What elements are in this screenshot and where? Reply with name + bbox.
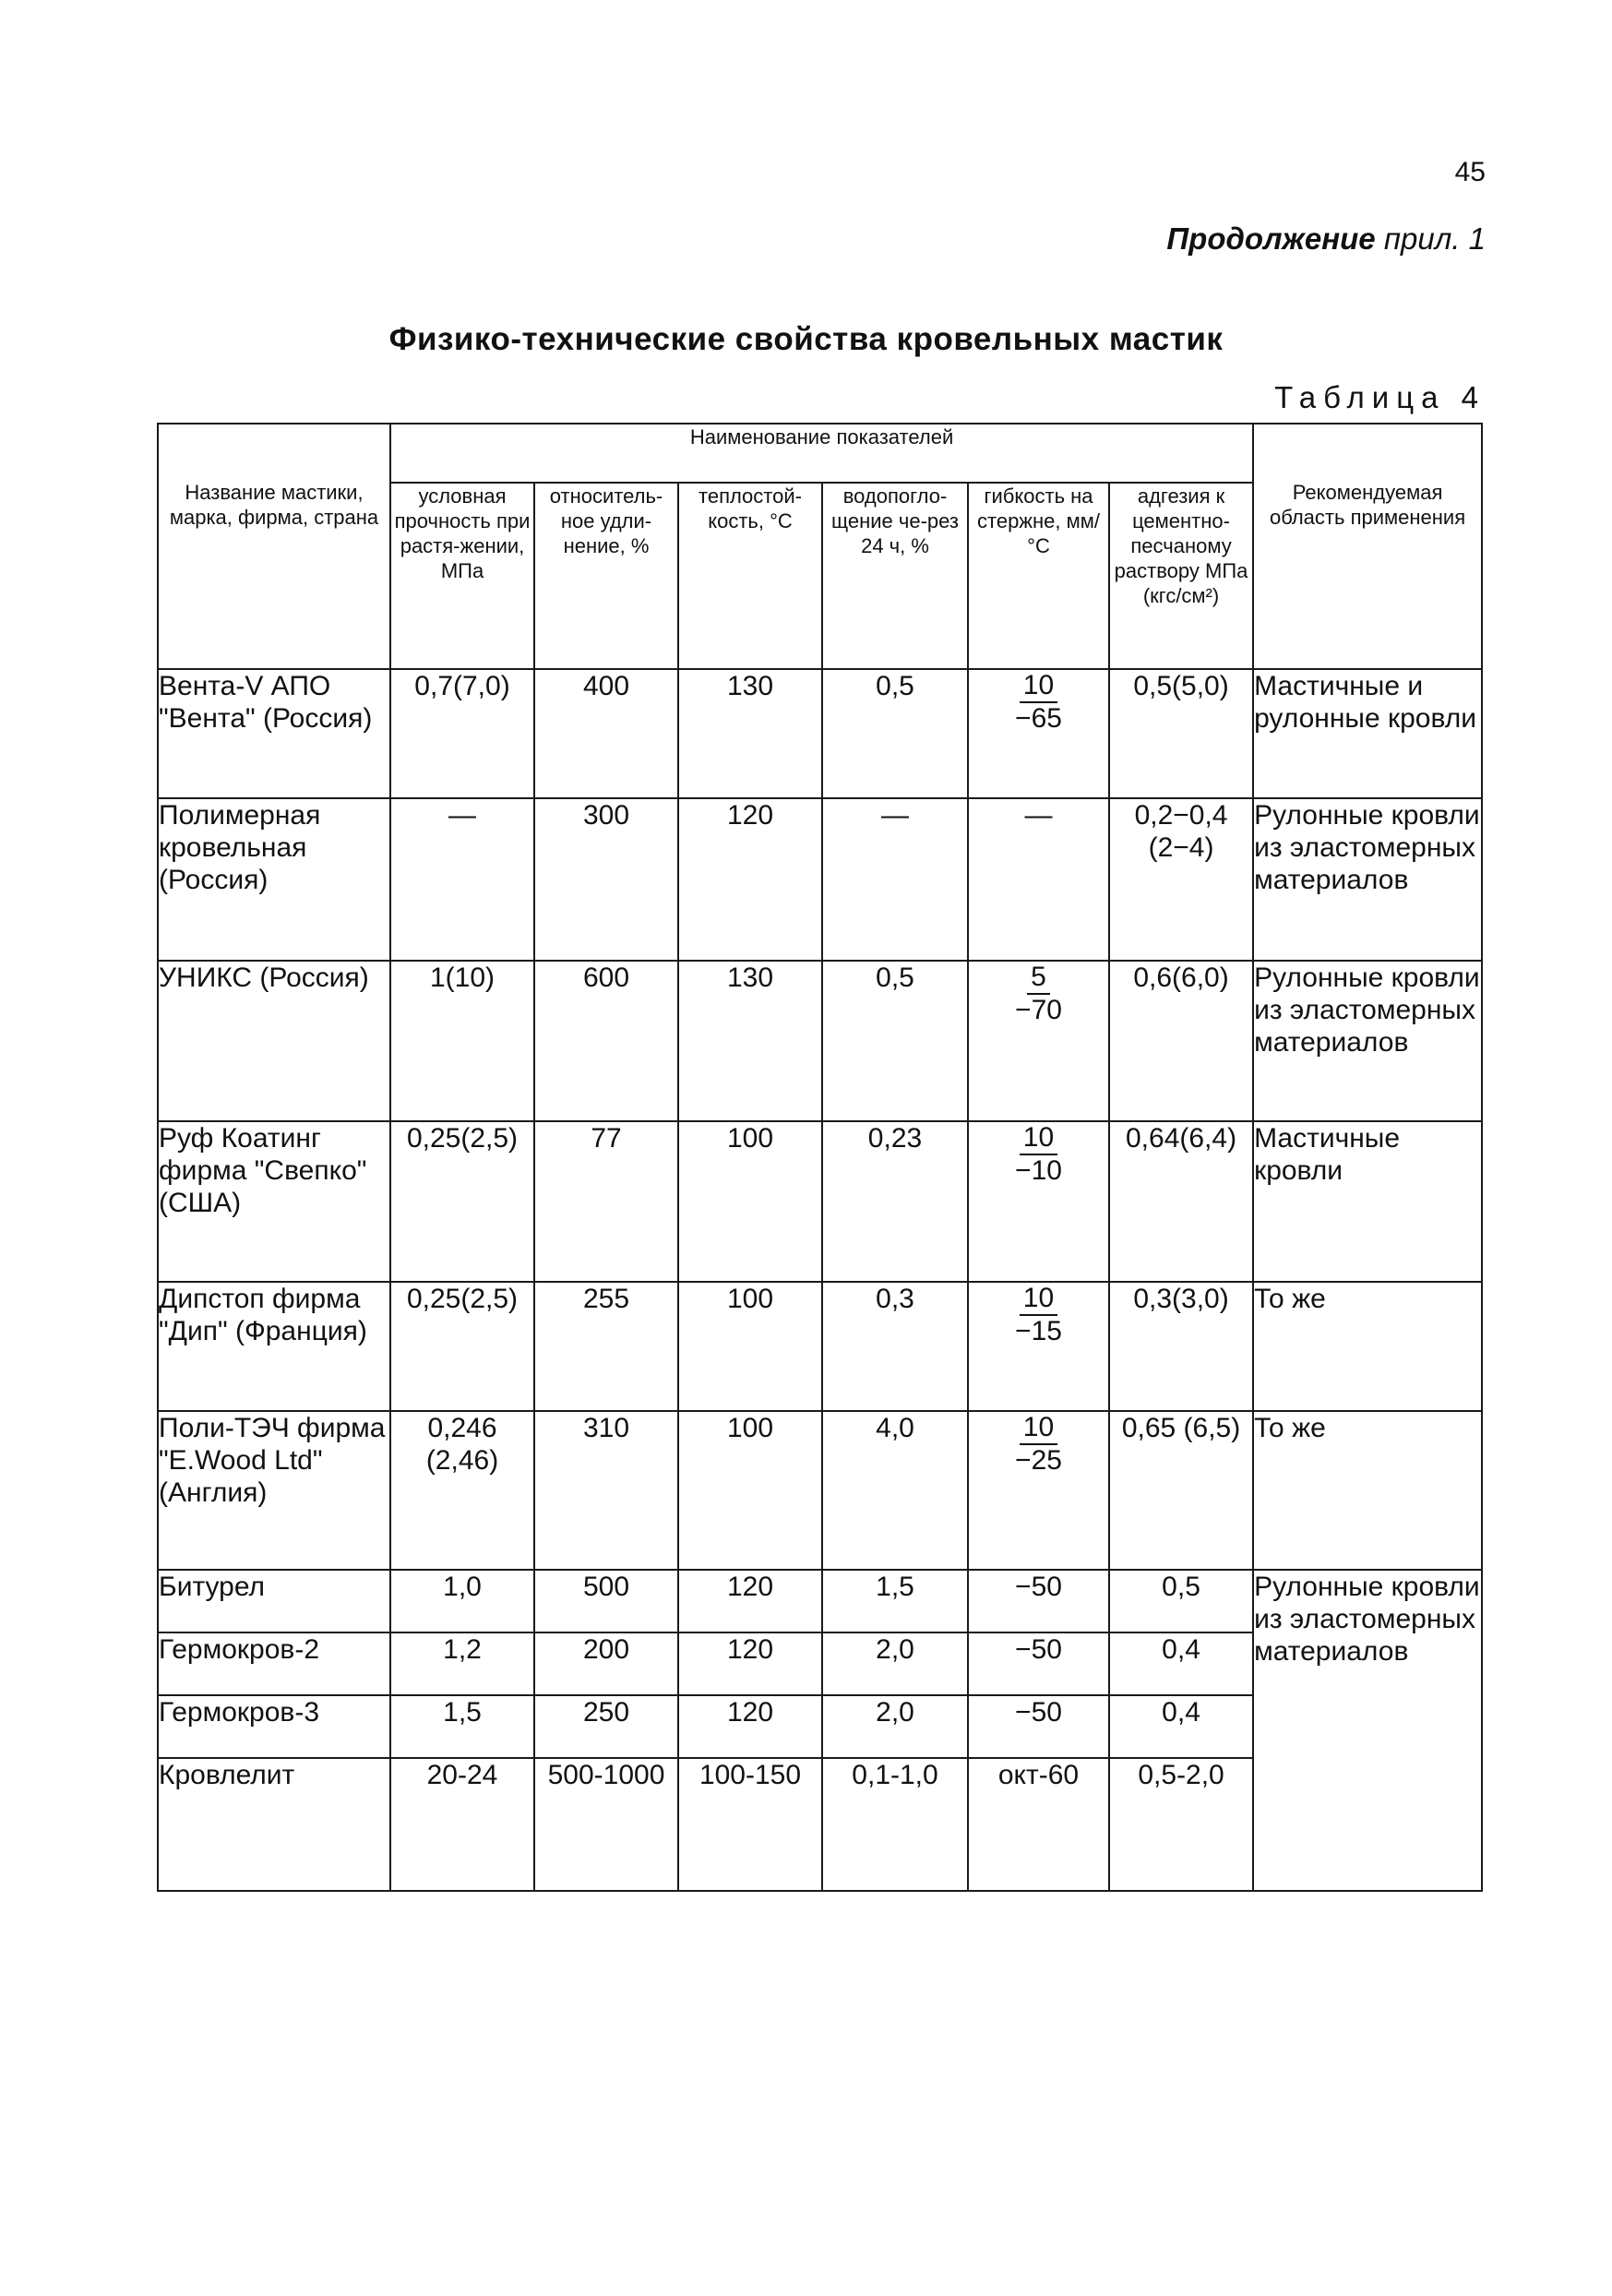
application-area: Мастичные кровли (1253, 1121, 1482, 1282)
water-value: 1,5 (822, 1570, 968, 1632)
table-row (158, 1282, 1482, 1411)
adhesion-value: 0,65 (6,5) (1109, 1411, 1253, 1570)
adhesion-value: 0,5 (1109, 1570, 1253, 1632)
strength-value: 0,246 (2,46) (390, 1411, 534, 1570)
heat-value: 130 (678, 669, 822, 798)
strength-value: 0,25(2,5) (390, 1121, 534, 1282)
elongation-value: 255 (534, 1282, 678, 1411)
heat-value: 120 (678, 1632, 822, 1695)
adhesion-value: 0,64(6,4) (1109, 1121, 1253, 1282)
continuation-rest: прил. 1 (1375, 221, 1486, 256)
flexibility-value (968, 669, 1109, 798)
water-value: — (822, 798, 968, 961)
flexibility-value (968, 1121, 1109, 1282)
fraction-numerator: 10 (1020, 1122, 1057, 1155)
header-adhesion: адгезия к цементно-песчаному раствору МПа (кгс/см²) (1109, 483, 1253, 669)
application-area: Рулонные кровли из эластомерных материалов (1253, 961, 1482, 1121)
strength-value: 20-24 (390, 1758, 534, 1891)
continuation-bold: Продолжение (1166, 221, 1376, 256)
mastic-name: Гермокров-3 (158, 1695, 390, 1758)
mastic-name: УНИКС (Россия) (158, 961, 390, 1121)
flexibility-value (968, 1282, 1109, 1411)
mastic-name: Гермокров-2 (158, 1632, 390, 1695)
elongation-value: 300 (534, 798, 678, 961)
elongation-value: 77 (534, 1121, 678, 1282)
page-number: 45 (1454, 157, 1486, 187)
properties-table (157, 423, 1483, 1892)
header-indicators-group: Наименование показателей (390, 424, 1253, 483)
table-row (158, 669, 1482, 798)
table-label: Таблица 4 (1274, 380, 1486, 414)
mastic-name: Дипстоп фирма "Дип" (Франция) (158, 1282, 390, 1411)
header-strength: условная прочность при растя-жении, МПа (390, 483, 534, 669)
water-value: 0,5 (822, 669, 968, 798)
fraction-denominator: −25 (1015, 1445, 1062, 1476)
application-area-merged: Рулонные кровли из эластомерных материалов (1253, 1570, 1482, 1891)
header-flexibility: гибкость на стержне, мм/°С (968, 483, 1109, 669)
elongation-value: 400 (534, 669, 678, 798)
mastic-name: Битурел (158, 1570, 390, 1632)
strength-value: 1,2 (390, 1632, 534, 1695)
fraction-numerator: 10 (1020, 1283, 1057, 1316)
adhesion-value: 0,3(3,0) (1109, 1282, 1253, 1411)
fraction-numerator: 10 (1020, 1412, 1057, 1445)
elongation-value: 500-1000 (534, 1758, 678, 1891)
application-area: Рулонные кровли из эластомерных материалов (1253, 798, 1482, 961)
strength-value: 1(10) (390, 961, 534, 1121)
fraction-denominator: −65 (1015, 703, 1062, 734)
fraction-numerator: 5 (1027, 962, 1050, 995)
elongation-value: 600 (534, 961, 678, 1121)
header-name-col: Название мастики, марка, фирма, страна (158, 424, 390, 669)
flexibility-fraction (1015, 1412, 1062, 1477)
water-value: 2,0 (822, 1695, 968, 1758)
flexibility-value: окт-60 (968, 1758, 1109, 1891)
flexibility-fraction (1015, 670, 1062, 735)
mastic-name: Вента-V АПО "Вента" (Россия) (158, 669, 390, 798)
water-value: 0,5 (822, 961, 968, 1121)
water-value: 4,0 (822, 1411, 968, 1570)
adhesion-value: 0,4 (1109, 1695, 1253, 1758)
flexibility-value: −50 (968, 1570, 1109, 1632)
flexibility-fraction (1015, 1283, 1062, 1347)
water-value: 0,1-1,0 (822, 1758, 968, 1891)
elongation-value: 200 (534, 1632, 678, 1695)
table-row (158, 798, 1482, 961)
adhesion-value: 0,6(6,0) (1109, 961, 1253, 1121)
water-value: 0,3 (822, 1282, 968, 1411)
table-row (158, 1570, 1482, 1632)
header-heat-resistance: теплостой-кость, °С (678, 483, 822, 669)
strength-value: 1,0 (390, 1570, 534, 1632)
flexibility-value (968, 961, 1109, 1121)
mastic-name: Полимерная кровельная (Россия) (158, 798, 390, 961)
heat-value: 120 (678, 798, 822, 961)
fraction-denominator: −70 (1015, 995, 1062, 1025)
heat-value: 100-150 (678, 1758, 822, 1891)
table-row (158, 1121, 1482, 1282)
mastic-name: Кровлелит (158, 1758, 390, 1891)
fraction-denominator: −15 (1015, 1316, 1062, 1346)
adhesion-value: 0,4 (1109, 1632, 1253, 1695)
adhesion-value: 0,5(5,0) (1109, 669, 1253, 798)
heat-value: 100 (678, 1411, 822, 1570)
adhesion-value: 0,5-2,0 (1109, 1758, 1253, 1891)
flexibility-value: −50 (968, 1695, 1109, 1758)
strength-value: 0,25(2,5) (390, 1282, 534, 1411)
heat-value: 100 (678, 1282, 822, 1411)
flexibility-value: — (968, 798, 1109, 961)
continuation-note (1166, 221, 1486, 257)
strength-value: 0,7(7,0) (390, 669, 534, 798)
header-water-absorption: водопогло-щение че-рез 24 ч, % (822, 483, 968, 669)
document-title: Физико-технические свойства кровельных мастик (388, 321, 1224, 357)
header-use-col: Рекомендуемая область применения (1253, 424, 1482, 669)
application-area: Мастичные и рулонные кровли (1253, 669, 1482, 798)
mastic-name: Руф Коатинг фирма "Свепко" (США) (158, 1121, 390, 1282)
strength-value: — (390, 798, 534, 961)
elongation-value: 250 (534, 1695, 678, 1758)
heat-value: 130 (678, 961, 822, 1121)
fraction-numerator: 10 (1020, 670, 1057, 703)
flexibility-fraction (1015, 1122, 1062, 1187)
header-row-1 (158, 424, 1482, 483)
elongation-value: 500 (534, 1570, 678, 1632)
application-area: То же (1253, 1411, 1482, 1570)
table-row (158, 961, 1482, 1121)
water-value: 0,23 (822, 1121, 968, 1282)
application-area: То же (1253, 1282, 1482, 1411)
elongation-value: 310 (534, 1411, 678, 1570)
heat-value: 120 (678, 1695, 822, 1758)
flexibility-fraction (1015, 962, 1062, 1026)
mastic-name: Поли-ТЭЧ фирма "E.Wood Ltd" (Англия) (158, 1411, 390, 1570)
flexibility-value (968, 1411, 1109, 1570)
adhesion-value: 0,2−0,4 (2−4) (1109, 798, 1253, 961)
strength-value: 1,5 (390, 1695, 534, 1758)
flexibility-value: −50 (968, 1632, 1109, 1695)
table-row (158, 1411, 1482, 1570)
header-elongation: относитель-ное удли-нение, % (534, 483, 678, 669)
heat-value: 100 (678, 1121, 822, 1282)
water-value: 2,0 (822, 1632, 968, 1695)
fraction-denominator: −10 (1015, 1155, 1062, 1186)
heat-value: 120 (678, 1570, 822, 1632)
